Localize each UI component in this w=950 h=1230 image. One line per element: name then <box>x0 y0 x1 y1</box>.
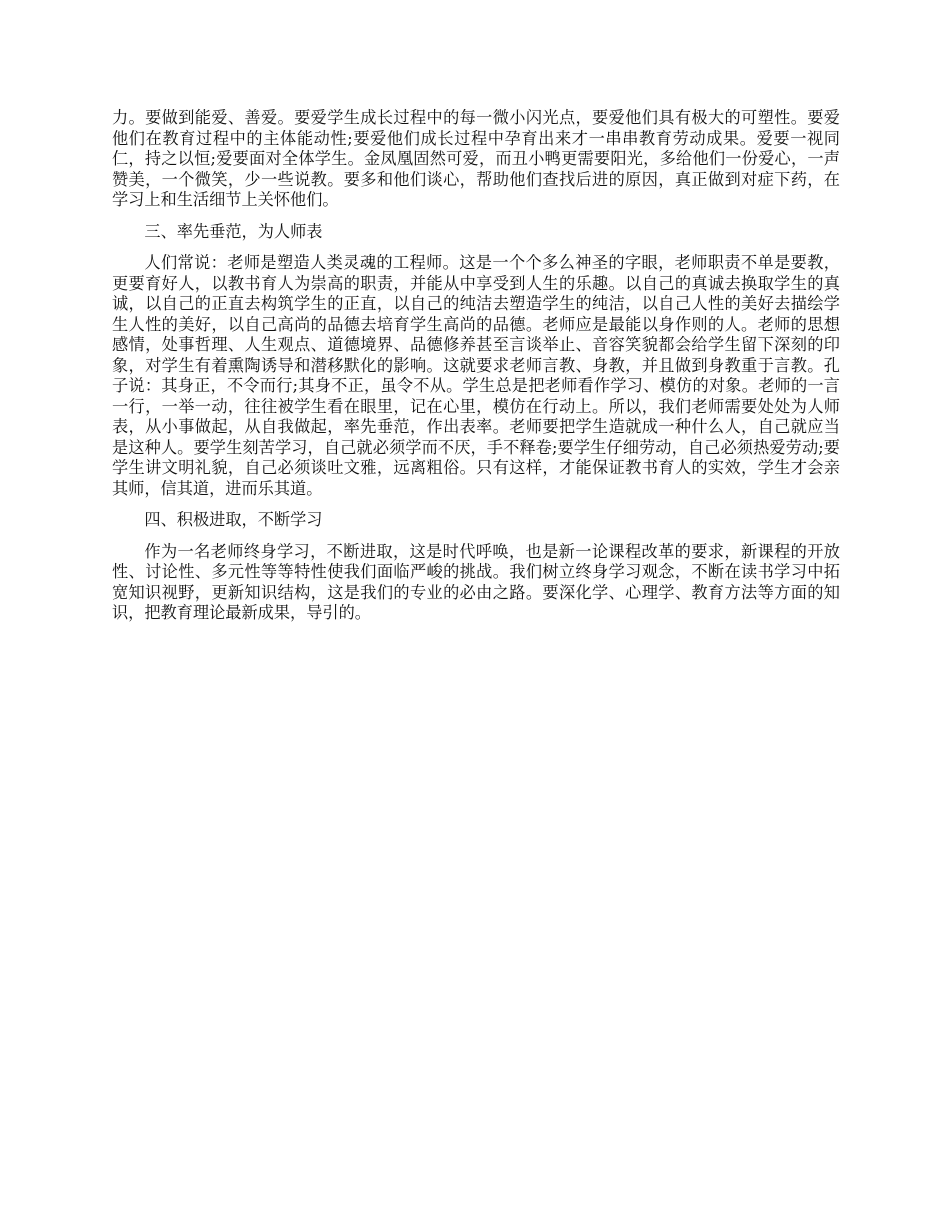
section-heading-3: 三、率先垂范，为人师表 <box>144 221 323 241</box>
paragraph-lifelong-learning: 作为一名老师终身学习，不断进取，这是时代呼唤，也是新一论课程改革的要求，新课程的开放性、讨论性、多元性等等特性使我们面临严峻的挑战。我们树立终身学习观念，不断在读书学习中拓宽知识视野，更新知识结构，这是我们的专业的必由之路。要深化学、心理学、教育方法等方面的知识，把教育理论最新成果，导引的。 <box>112 541 840 622</box>
document-page <box>112 108 840 635</box>
paragraph-role-model: 人们常说：老师是塑造人类灵魂的工程师。这是一个个多么神圣的字眼，老师职责不单是要教，更要育好人，以教书育人为崇高的职责，并能从中享受到人生的乐趣。以自己的真诚去换取学生的真诚，以自己的正直去构筑学生的正直，以自己的纯洁去塑造学生的纯洁，以自己人性的美好去描绘学生人性的美好，以自己高尚的品德去培育学生高尚的品德。老师应是最能以身作则的人。老师的思想感情，处事哲理、人生观点、道德境界、品德修养甚至言谈举止、音容笑貌都会给学生留下深刻的印象，对学生有着熏陶诱导和潜移默化的影响。这就要求老师言教、身教，并且做到身教重于言教。孔子说：其身正，不令而行;其身不正，虽令不从。学生总是把老师看作学习、模仿的对象。老师的一言一行，一举一动，往往被学生看在眼里，记在心里，模仿在行动上。所以，我们老师需要处处为人师表，从小事做起，从自我做起，率先垂范，作出表率。老师要把学生造就成一种什么人，自己就应当是这种人。要学生刻苦学习，自己就必须学而不厌，手不释卷;要学生仔细劳动，自己必须热爱劳动;要学生讲文明礼貌，自己必须谈吐文雅，远离粗俗。只有这样，才能保证教书育人的实效，学生才会亲其师，信其道，进而乐其道。 <box>112 253 840 498</box>
paragraph-continuation: 力。要做到能爱、善爱。要爱学生成长过程中的每一微小闪光点，要爱他们具有极大的可塑性。要爱他们在教育过程中的主体能动性;要爱他们成长过程中孕育出来才一串串教育劳动成果。爱要一视同仁，持之以恒;爱要面对全体学生。金凤凰固然可爱，而丑小鸭更需要阳光，多给他们一份爱心，一声赞美，一个微笑，少一些说教。要多和他们谈心，帮助他们查找后进的原因，真正做到对症下药，在学习上和生活细节上关怀他们。 <box>112 108 840 209</box>
section-heading-4: 四、积极进取，不断学习 <box>144 510 323 529</box>
